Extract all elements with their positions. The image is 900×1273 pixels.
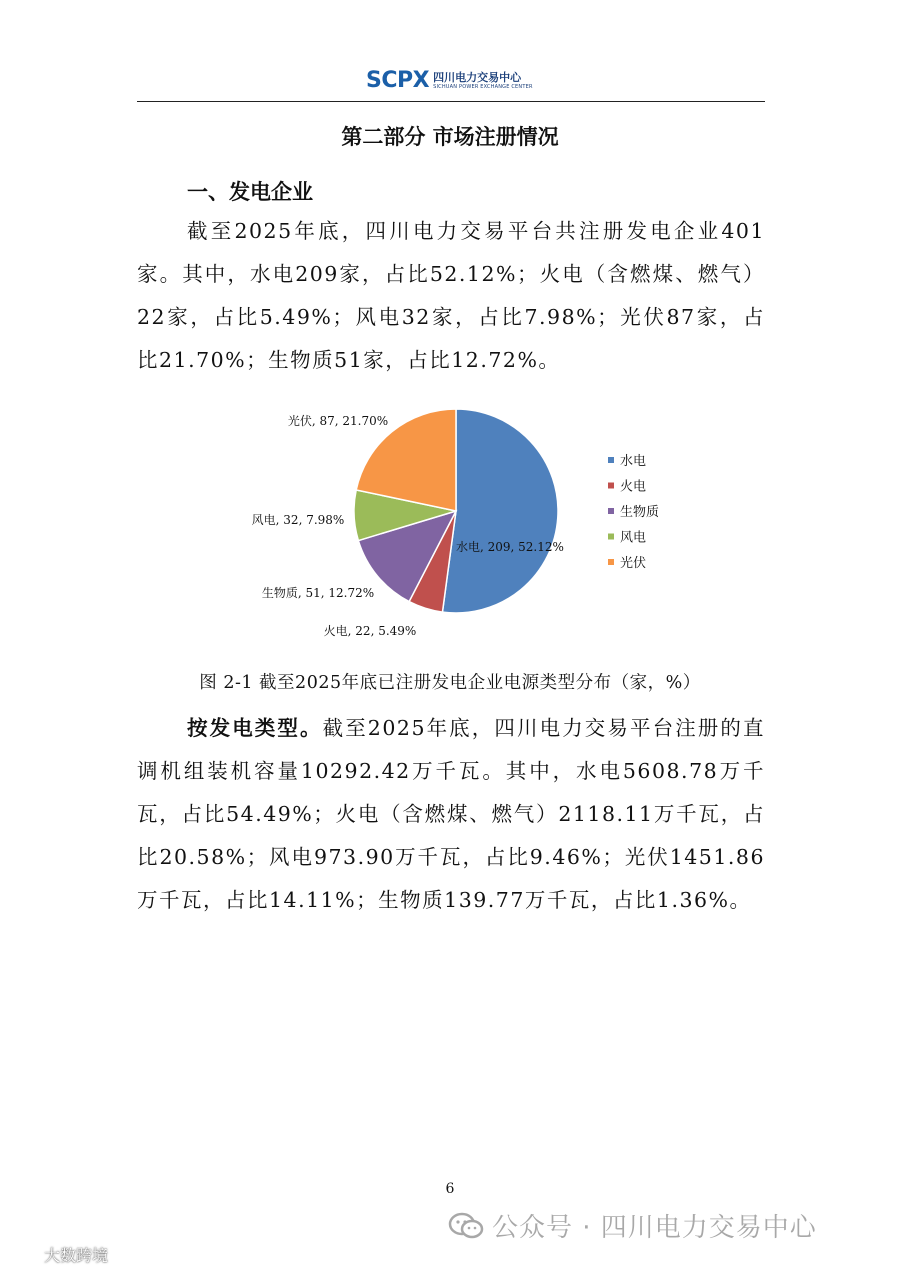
legend-swatch-1	[608, 483, 614, 489]
section-heading: 一、发电企业	[187, 180, 313, 204]
legend-swatch-2	[608, 508, 614, 514]
section2-lead: 按发电类型。	[187, 716, 323, 740]
logo-text	[433, 72, 533, 90]
legend-label-2: 生物质	[620, 505, 660, 520]
logo-mark: SCPX	[366, 68, 430, 93]
page-header	[0, 0, 900, 104]
pie-chart-svg	[230, 395, 700, 650]
legend-label-3: 风电	[620, 530, 647, 546]
legend-swatch-3	[608, 534, 614, 540]
figure-caption: 图 2-1 截至2025年底已注册发电企业电源类型分布（家，%）	[199, 673, 701, 693]
watermark-text: 公众号 · 四川电力交易中心	[492, 1213, 817, 1243]
logo-en: SICHUAN POWER EXCHANGE CENTER	[433, 83, 533, 90]
pie-slice-0	[442, 409, 558, 613]
corner-watermark-text: 大数跨境	[44, 1246, 109, 1265]
pie-chart	[230, 395, 700, 650]
page-number: 6	[445, 1181, 455, 1197]
wechat-icon	[448, 1212, 484, 1240]
section2-text: 截至2025年底，四川电力交易平台注册的直调机组装机容量10292.42万千瓦。其中，水电5608.78万千瓦，占比54.49%；火电（含燃煤、燃气）2118.11万千瓦，占比20.58%；风电973.90万千瓦，占比9.46%；光伏1451.86万千瓦，占比14.11%；生物质139.77万千瓦，占比1.36%。	[137, 716, 766, 912]
legend-swatch-4	[608, 559, 614, 565]
legend-label-0: 水电	[620, 454, 647, 469]
corner-watermark	[10, 1243, 108, 1266]
section1-paragraph: 截至2025年底，四川电力交易平台共注册发电企业401家。其中，水电209家，占比52.12%；火电（含燃煤、燃气）22家，占比5.49%；风电32家，占比7.98%；光伏87家，占比21.70%；生物质51家，占比12.72%。	[137, 219, 765, 372]
wechat-watermark	[448, 1207, 817, 1244]
legend-label-4: 光伏	[620, 556, 647, 571]
legend-label-1: 火电	[620, 479, 647, 495]
header-divider	[137, 101, 765, 102]
slice-label-2: 生物质, 51, 12.72%	[261, 586, 375, 600]
scpx-logo	[366, 68, 533, 93]
page-title: 第二部分 市场注册情况	[341, 125, 559, 149]
slice-label-4: 光伏, 87, 21.70%	[287, 414, 389, 428]
slice-label-3: 风电, 32, 7.98%	[251, 513, 345, 527]
logo-cn: 四川电力交易中心	[433, 70, 522, 84]
infinity-logo-icon	[10, 1246, 40, 1264]
slice-label-1: 火电, 22, 5.49%	[323, 624, 417, 638]
slice-label-0: 水电, 209, 52.12%	[456, 540, 564, 554]
legend-swatch-0	[608, 457, 614, 463]
section2-paragraph	[137, 707, 765, 922]
